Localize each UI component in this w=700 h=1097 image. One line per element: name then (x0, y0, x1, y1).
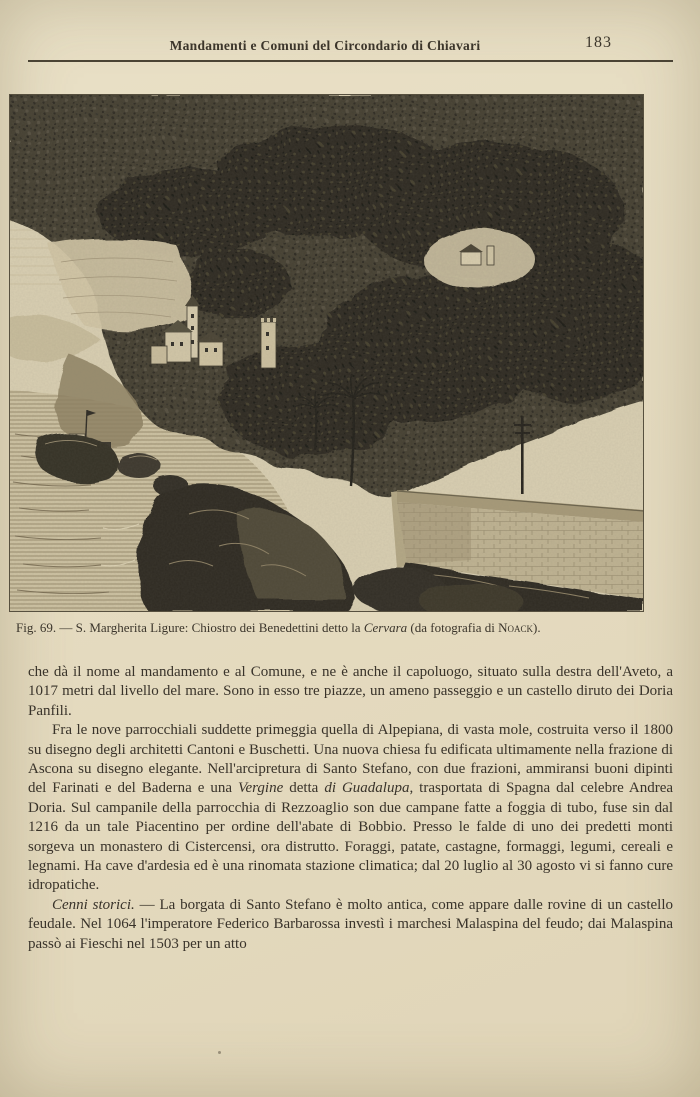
paragraph-text: Fra le nove parrocchiali suddette primeggia quella di Alpepiana, di vasta mole, costruita verso il 1800 su disegno degli architetti Cantoni e Buschetti. Una nuova chiesa fu edificata ultimamente nella frazione di Ascona su disegno elegante. Nell'arcipretura di Santo Stefano, con due frazioni, ammiransi buoni dipinti del Farinati e del Baderna e una (28, 722, 673, 797)
running-head (0, 0, 700, 64)
paragraph-text: — La borgata di Santo Stefano è molto antica, come appare dalle rovine di un castello feudale. Nel 1064 l'imperatore Federico Barbarossa investì i marchesi Malaspina del feudo; dai Malaspina passò ai Fieschi nel 1503 per un atto (28, 896, 673, 952)
paragraph-italic: di Guadalupa (324, 780, 410, 797)
figure-engraving (9, 94, 644, 612)
header-rule (28, 60, 673, 62)
body-paragraph-1 (28, 663, 673, 721)
caption-italic: Cervara (363, 620, 408, 635)
body-paragraph-3 (28, 896, 673, 954)
figure-caption: Fig. 69. — S. Margherita Ligure: Chiostro dei Benedettini detto la Cervara (da fotografia di Noack). (16, 620, 541, 635)
page-number: 183 (585, 34, 612, 51)
paragraph-italic: Vergine (237, 780, 284, 797)
print-artifact-dot (218, 1051, 221, 1054)
paragraph-lead-italic: Cenni storici. (52, 896, 135, 913)
body-text (28, 663, 673, 954)
running-head-title: Mandamenti e Comuni del Circondario di Chiavari (169, 38, 481, 53)
paragraph-text: che dà il nome al mandamento e al Comune, e ne è anche il capoluogo, situato sulla destra dell'Aveto, a 1017 metri dal livello del mare. Sono in esso tre piazze, un ameno passeggio e un castello diruto dei Doria Panfili. (28, 664, 673, 719)
body-paragraph-2: Fra le nove parrocchiali suddette primeggia quella di Alpepiana, di vasta mole, costruita verso il 1800 su disegno degli architetti Cantoni e Buschetti. Una nuova chiesa fu edificata ultimamente nella frazione di Ascona su disegno elegante. Nell'arcipretura di Santo Stefano, con due frazioni, ammiransi buoni dipinti del Farinati e del Baderna e una Vergine detta di Guadalupa, trasportata di Spagna dal celebre Andrea Doria. Sul campanile della parrocchia di Rezzoaglio son due campane fatte a foggia di tubo, fuse sin dal 1216 da un tale Piacentino per ordine dell'abate di Bobbio. Presso le falde di uno dei predetti monti sorgeva un monastero di Cistercensi, ora distrutto. Foraggi, patate, castagne, formaggi, legumi, cereali e legnami. Ha cave d'ardesia ed è una rinomata stazione climatica; dal 20 luglio al 30 agosto vi si fanno cure idropatiche. (28, 722, 674, 894)
caption-text: Fig. 69. — S. Margherita Ligure: Chiostro dei Benedettini detto la (16, 620, 364, 635)
engraving-coastal-scene (9, 94, 644, 612)
caption-smallcaps: Noack (498, 620, 534, 635)
